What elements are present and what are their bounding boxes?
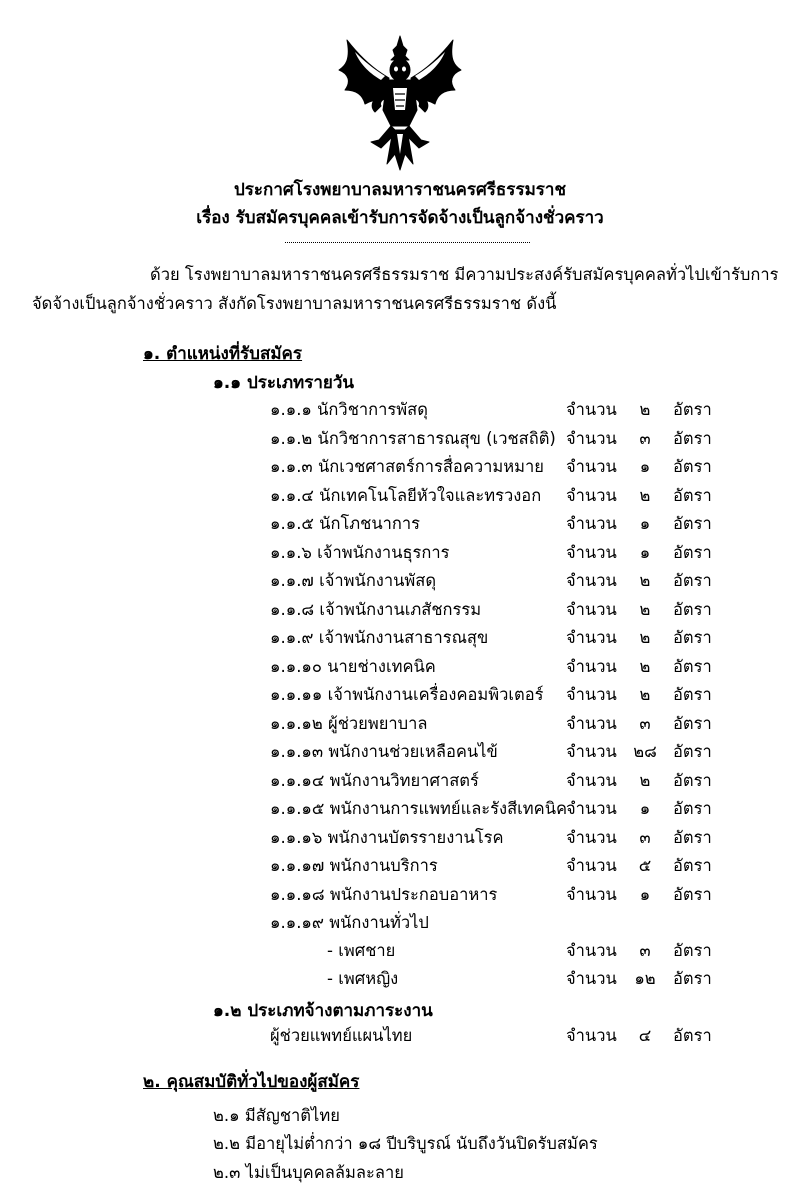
count-label: จำนวน	[566, 969, 617, 988]
position-count: ๑	[639, 457, 651, 476]
position-name: ๑.๑.๓ นักเวชศาสตร์การสื่อความหมาย	[270, 457, 544, 476]
unit-label: อัตรา	[673, 685, 712, 704]
position-count: ๑	[639, 799, 651, 818]
unit-label: อัตรา	[673, 1026, 712, 1045]
count-label: จำนวน	[566, 428, 617, 448]
position-count: ๓	[639, 827, 651, 847]
position-row	[0, 853, 800, 877]
count-label: จำนวน	[566, 827, 617, 847]
count-label: จำนวน	[566, 514, 617, 533]
position-count: ๑๒	[634, 969, 656, 988]
position-count: ๑	[639, 514, 651, 533]
count-label: จำนวน	[566, 457, 617, 476]
unit-label: อัตรา	[673, 969, 712, 988]
position-row	[0, 568, 800, 592]
position-name: ๑.๑.๑๔ พนักงานวิทยาศาสตร์	[270, 770, 479, 790]
position-name: ๑.๑.๑๓ พนักงานช่วยเหลือคนไข้	[270, 742, 498, 761]
position-name: ๑.๑.๑๘ พนักงานประกอบอาหาร	[270, 884, 498, 904]
position-name: ๑.๑.๔ นักเทคโนโลยีหัวใจและทรวงอก	[270, 485, 542, 505]
unit-label: อัตรา	[673, 571, 712, 590]
unit-label: อัตรา	[673, 770, 712, 790]
position-count: ๒	[639, 685, 651, 704]
position-row	[0, 796, 800, 820]
position-count: ๔	[638, 1026, 652, 1045]
position-name: ๑.๑.๖ เจ้าพนักงานธุรการ	[270, 542, 450, 562]
position-row	[0, 682, 800, 706]
position-row	[0, 597, 800, 621]
count-label: จำนวน	[566, 485, 617, 505]
unit-label: อัตรา	[673, 742, 712, 761]
position-row	[0, 625, 800, 649]
position-name: ๑.๑.๑๕ พนักงานการแพทย์และรังสีเทคนิค	[270, 799, 568, 818]
dotted-divider	[285, 242, 530, 243]
position-count: ๒	[639, 656, 651, 676]
unit-label: อัตรา	[673, 542, 712, 562]
position-name: ๑.๑.๘ เจ้าพนักงานเภสัชกรรม	[270, 599, 482, 619]
position-row	[0, 511, 800, 535]
unit-label: อัตรา	[673, 656, 712, 676]
count-label: จำนวน	[566, 884, 617, 904]
unit-label: อัตรา	[673, 941, 712, 960]
count-label: จำนวน	[566, 770, 617, 790]
position-name: ๑.๑.๑๐ นายช่างเทคนิค	[270, 656, 436, 676]
unit-label: อัตรา	[673, 713, 712, 733]
count-label: จำนวน	[566, 856, 617, 875]
position-row	[0, 454, 800, 478]
position-row	[0, 825, 800, 849]
position-name: ๑.๑.๑๑ เจ้าพนักงานเครื่องคอมพิวเตอร์	[270, 685, 544, 704]
position-count: ๒	[639, 571, 651, 590]
position-name: ๑.๑.๑๒ ผู้ช่วยพยาบาล	[270, 713, 428, 733]
position-row	[0, 654, 800, 678]
position-row	[0, 540, 800, 564]
position-name: ๑.๑.๒ นักวิชาการสาธารณสุข (เวชสถิติ)	[270, 428, 556, 448]
position-count: ๑	[639, 884, 651, 904]
position-row	[0, 483, 800, 507]
count-label: จำนวน	[566, 599, 617, 619]
position-count: ๕	[638, 856, 652, 875]
unit-label: อัตรา	[673, 457, 712, 476]
position-name: ๑.๑.๙ เจ้าพนักงานสาธารณสุข	[270, 628, 489, 647]
position-row	[0, 397, 800, 421]
count-label: จำนวน	[566, 713, 617, 733]
position-name: ๑.๑.๑ นักวิชาการพัสดุ	[270, 400, 428, 419]
position-name: ๑.๑.๑๖ พนักงานบัตรรายงานโรค	[270, 827, 504, 847]
unit-label: อัตรา	[673, 628, 712, 647]
count-label: จำนวน	[566, 742, 617, 761]
position-count: ๓	[639, 428, 651, 448]
count-label: จำนวน	[566, 628, 617, 647]
position-count: ๒	[639, 485, 651, 505]
position-row	[0, 426, 800, 450]
unit-label: อัตรา	[673, 485, 712, 505]
position-row	[0, 1023, 800, 1047]
position-name: - เพศหญิง	[327, 969, 399, 988]
count-label: จำนวน	[566, 1026, 617, 1045]
position-row	[0, 768, 800, 792]
intro-line-1: ด้วย โรงพยาบาลมหาราชนครศรีธรรมราช มีความประสงค์รับสมัครบุคคลทั่วไปเข้ารับการ	[150, 265, 779, 284]
qualification-item: ๒.๑ มีสัญชาติไทย	[213, 1106, 340, 1125]
intro-line-2: จัดจ้างเป็นลูกจ้างชั่วคราว สังกัดโรงพยาบาลมหาราชนครศรีธรรมราช ดังนี้	[32, 294, 557, 313]
position-name: ๑.๑.๑๗ พนักงานบริการ	[270, 856, 438, 875]
garuda-emblem	[335, 30, 465, 175]
count-label: จำนวน	[566, 685, 617, 704]
count-label: จำนวน	[566, 799, 617, 818]
position-count: ๒๘	[633, 742, 657, 761]
unit-label: อัตรา	[673, 599, 712, 619]
position-count: ๒	[639, 770, 651, 790]
count-label: จำนวน	[566, 400, 617, 419]
position-name: ผู้ช่วยแพทย์แผนไทย	[270, 1026, 413, 1045]
position-row	[0, 966, 800, 990]
position-name: - เพศชาย	[327, 941, 396, 960]
position-name: ๑.๑.๕ นักโภชนาการ	[270, 514, 421, 533]
unit-label: อัตรา	[673, 514, 712, 533]
unit-label: อัตรา	[673, 428, 712, 448]
position-row	[0, 711, 800, 735]
announcement-subject: เรื่อง รับสมัครบุคคลเข้ารับการจัดจ้างเป็นลูกจ้างชั่วคราว	[196, 208, 604, 228]
unit-label: อัตรา	[673, 400, 712, 419]
position-count: ๓	[639, 941, 651, 960]
position-count: ๒	[639, 628, 651, 647]
position-count: ๑	[639, 542, 651, 562]
position-name: ๑.๑.๑๙ พนักงานทั่วไป	[270, 913, 429, 932]
qualification-item: ๒.๓ ไม่เป็นบุคคลล้มละลาย	[213, 1163, 404, 1182]
position-count: ๒	[639, 400, 651, 419]
workload-type-title: ๑.๒ ประเภทจ้างตามภาระงาน	[213, 1001, 433, 1021]
position-count: ๓	[639, 713, 651, 733]
position-row	[0, 938, 800, 962]
count-label: จำนวน	[566, 941, 617, 960]
count-label: จำนวน	[566, 571, 617, 590]
section-1-title: ๑. ตำแหน่งที่รับสมัคร	[143, 344, 303, 364]
daily-type-title: ๑.๑ ประเภทรายวัน	[213, 373, 355, 393]
announcement-title: ประกาศโรงพยาบาลมหาราชนครศรีธรรมราช	[234, 180, 566, 200]
unit-label: อัตรา	[673, 884, 712, 904]
qualification-item: ๒.๒ มีอายุไม่ต่ำกว่า ๑๘ ปีบริบูรณ์ นับถึงวันปิดรับสมัคร	[213, 1134, 598, 1153]
position-count: ๒	[639, 599, 651, 619]
unit-label: อัตรา	[673, 799, 712, 818]
position-row	[0, 882, 800, 906]
section-2-title: ๒. คุณสมบัติทั่วไปของผู้สมัคร	[143, 1072, 360, 1092]
count-label: จำนวน	[566, 656, 617, 676]
unit-label: อัตรา	[673, 856, 712, 875]
unit-label: อัตรา	[673, 827, 712, 847]
position-row	[0, 739, 800, 763]
position-name: ๑.๑.๗ เจ้าพนักงานพัสดุ	[270, 571, 437, 590]
count-label: จำนวน	[566, 542, 617, 562]
position-row	[0, 910, 800, 934]
